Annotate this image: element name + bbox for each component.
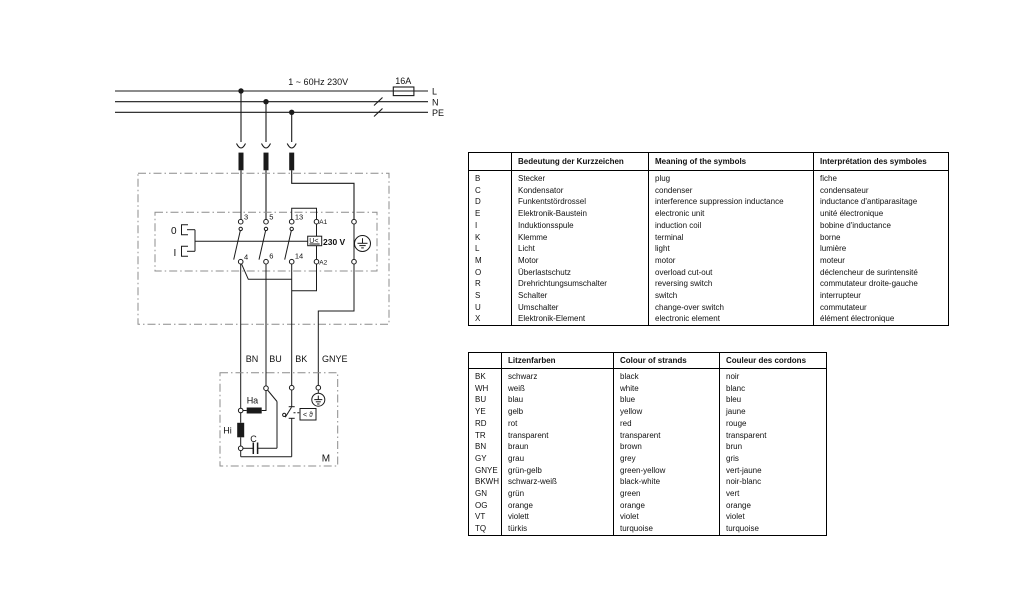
- plug-pin: [264, 153, 269, 171]
- uv-voltage: 230 V: [323, 237, 346, 247]
- table-row: [469, 208, 949, 220]
- table-cell: turquoise: [720, 523, 827, 535]
- table-cell: commutateur droite-gauche: [814, 278, 949, 290]
- table-cell: commutateur: [814, 302, 949, 314]
- table-cell: schwarz-weiß: [502, 476, 614, 488]
- contact-5: [264, 219, 269, 224]
- table-cell: Elektronik-Baustein: [512, 208, 649, 220]
- table-cell: braun: [502, 441, 614, 453]
- table-cell: Umschalter: [512, 302, 649, 314]
- plug-pin: [239, 153, 244, 171]
- table-cell: green-yellow: [614, 465, 720, 477]
- table-cell: noir-blanc: [720, 476, 827, 488]
- table-row: [469, 476, 827, 488]
- table-cell: gelb: [502, 406, 614, 418]
- table-row: [469, 369, 827, 383]
- table-row: [469, 465, 827, 477]
- table-header-cell: Bedeutung der Kurzzeichen: [512, 153, 649, 171]
- table-row: [469, 394, 827, 406]
- table-cell: GY: [475, 453, 487, 463]
- uv-symbol: U<: [309, 238, 319, 246]
- wire-label-bu: BU: [269, 354, 282, 364]
- capacitor-label: C: [250, 434, 257, 444]
- table-cell: Kondensator: [512, 185, 649, 197]
- table-cell: white: [614, 383, 720, 395]
- table-cell: déclencheur de surintensité: [814, 267, 949, 279]
- lever-pivot: [239, 227, 242, 230]
- contact-3: [238, 219, 243, 224]
- table-cell: Drehrichtungsumschalter: [512, 278, 649, 290]
- table-cell: TQ: [475, 524, 487, 534]
- table-cell: orange: [614, 500, 720, 512]
- table-cell: violet: [614, 511, 720, 523]
- table-cell: L: [475, 244, 480, 254]
- table-row: [469, 290, 949, 302]
- table-row: [469, 232, 949, 244]
- thermal-label: < ϑ: [303, 411, 313, 419]
- bn-junction-bottom: [238, 446, 243, 451]
- table-cell: Induktionsspule: [512, 220, 649, 232]
- table-row: [469, 243, 949, 255]
- table-cell: terminal: [649, 232, 814, 244]
- table-cell: brun: [720, 441, 827, 453]
- a2-to-bk-wire: [292, 264, 317, 291]
- table-cell: weiß: [502, 383, 614, 395]
- table-cell: fiche: [814, 171, 949, 185]
- contact-a2: [314, 259, 319, 264]
- table-cell: inductance d'antiparasitage: [814, 196, 949, 208]
- table-cell: black-white: [614, 476, 720, 488]
- table-cell: vert: [720, 488, 827, 500]
- table-cell: blue: [614, 394, 720, 406]
- winding-label-ha: Ha: [246, 395, 259, 406]
- fuse-symbol: [393, 87, 414, 96]
- table-cell: Elektronik-Element: [512, 313, 649, 325]
- selector-label-off: 0: [171, 226, 177, 237]
- wiring-diagram: [0, 0, 460, 591]
- fuse-label: 16A: [395, 76, 412, 86]
- bridge-4-14: [242, 264, 292, 280]
- contact-6: [264, 259, 269, 264]
- table-cell: Stecker: [512, 171, 649, 185]
- table-cell: transparent: [502, 430, 614, 442]
- table-cell: change-over switch: [649, 302, 814, 314]
- switch-lever: [259, 231, 266, 260]
- table-cell: rot: [502, 418, 614, 430]
- table-row: [469, 278, 949, 290]
- table-header-cell: [469, 353, 502, 369]
- contact-label-3: 3: [244, 212, 249, 222]
- lever-pivot: [264, 227, 267, 230]
- supply-lines: [115, 87, 428, 117]
- table-cell: C: [475, 185, 481, 195]
- table-cell: S: [475, 291, 481, 301]
- bu-lever: [268, 390, 278, 402]
- wire-label-bn: BN: [245, 354, 259, 364]
- table-cell: Klemme: [512, 232, 649, 244]
- table-row: [469, 267, 949, 279]
- table-row: [469, 302, 949, 314]
- table-header-row: [469, 353, 827, 369]
- table-cell: noir: [720, 369, 827, 383]
- contact-13: [289, 219, 294, 224]
- table-row: [469, 196, 949, 208]
- socket-arc: [287, 144, 296, 149]
- earth-symbol: [312, 393, 325, 406]
- table-cell: orange: [720, 500, 827, 512]
- contact-label-a1: A1: [319, 219, 328, 226]
- table-cell: U: [475, 302, 481, 312]
- table-header-cell: Couleur des cordons: [720, 353, 827, 369]
- table-cell: E: [475, 209, 481, 219]
- contact-14: [289, 259, 294, 264]
- table-row: [469, 171, 949, 185]
- table-cell: condenser: [649, 185, 814, 197]
- table-cell: motor: [649, 255, 814, 267]
- table-cell: grün-gelb: [502, 465, 614, 477]
- table-cell: Überlastschutz: [512, 267, 649, 279]
- thermal-pivot: [283, 413, 286, 416]
- contact-label-5: 5: [269, 212, 274, 222]
- table-cell: plug: [649, 171, 814, 185]
- table-cell: green: [614, 488, 720, 500]
- line-label-l: L: [432, 86, 438, 97]
- table-row: [469, 255, 949, 267]
- table-cell: VT: [475, 512, 486, 522]
- table-cell: GN: [475, 489, 487, 499]
- table-cell: R: [475, 279, 481, 289]
- table-cell: electronic element: [649, 313, 814, 325]
- table-row: [469, 406, 827, 418]
- mains-plug-connectors: [237, 91, 355, 219]
- table-cell: borne: [814, 232, 949, 244]
- table-cell: transparent: [720, 430, 827, 442]
- socket-arc: [237, 144, 246, 149]
- table-cell: Schalter: [512, 290, 649, 302]
- motor-terminal-bu: [264, 386, 269, 391]
- table-header-row: [469, 153, 949, 171]
- table-cell: blanc: [720, 383, 827, 395]
- switch-lever: [285, 231, 292, 260]
- table-cell: bleu: [720, 394, 827, 406]
- table-row: [469, 430, 827, 442]
- table-cell: switch: [649, 290, 814, 302]
- table-row: [469, 185, 949, 197]
- switch-lever: [234, 231, 241, 260]
- table-cell: BKWH: [475, 477, 499, 487]
- table-cell: induction coil: [649, 220, 814, 232]
- table-cell: D: [475, 197, 481, 207]
- table-cell: overload cut-out: [649, 267, 814, 279]
- table-cell: BN: [475, 442, 487, 452]
- table-cell: O: [475, 267, 482, 277]
- table-cell: élément électronique: [814, 313, 949, 325]
- table-cell: yellow: [614, 406, 720, 418]
- table-header-cell: Interprétation des symboles: [814, 153, 949, 171]
- line-label-n: N: [432, 97, 439, 108]
- table-cell: electronic unit: [649, 208, 814, 220]
- contact-label-14: 14: [294, 251, 304, 261]
- table-cell: schwarz: [502, 369, 614, 383]
- table-cell: B: [475, 174, 481, 183]
- table-cell: brown: [614, 441, 720, 453]
- table-cell: BK: [475, 372, 486, 381]
- thermal-lever: [285, 407, 291, 417]
- earth-terminal-top: [352, 219, 357, 224]
- winding-label-hi: Hi: [223, 425, 232, 436]
- table-cell: condensateur: [814, 185, 949, 197]
- motor-terminal-gnye: [316, 385, 321, 390]
- table-cell: YE: [475, 407, 486, 417]
- table-cell: RD: [475, 418, 487, 428]
- table-cell: grün: [502, 488, 614, 500]
- earth-symbol: [355, 236, 371, 252]
- table-row: [469, 313, 949, 325]
- table-row: [469, 441, 827, 453]
- socket-arc: [262, 144, 271, 149]
- line-label-pe: PE: [432, 108, 445, 118]
- table-row: [469, 453, 827, 465]
- table-cell: TR: [475, 430, 486, 440]
- table-cell: K: [475, 232, 481, 242]
- table-header-cell: [469, 153, 512, 171]
- table-cell: violet: [720, 511, 827, 523]
- table-cell: Funkentstördrossel: [512, 196, 649, 208]
- table-cell: turquoise: [614, 523, 720, 535]
- bn-junction-top: [238, 408, 243, 413]
- winding-hi: [237, 423, 244, 438]
- lever-pivot: [290, 227, 293, 230]
- wire-label-gnye: GNYE: [322, 354, 348, 364]
- selector-label-on: I: [173, 248, 177, 259]
- table-cell: reversing switch: [649, 278, 814, 290]
- table-cell: light: [649, 243, 814, 255]
- motor-terminal-bk: [289, 385, 294, 390]
- contact-label-6: 6: [269, 251, 274, 261]
- wire-label-bk: BK: [295, 354, 308, 364]
- motor-label: M: [321, 453, 331, 465]
- table-cell: WH: [475, 383, 489, 393]
- table-row: [469, 418, 827, 430]
- table-header-cell: Colour of strands: [614, 353, 720, 369]
- table-cell: interference suppression inductance: [649, 196, 814, 208]
- table-cell: X: [475, 314, 481, 324]
- table-cell: violett: [502, 511, 614, 523]
- table-cell: orange: [502, 500, 614, 512]
- table-cell: transparent: [614, 430, 720, 442]
- contact-label-4: 4: [244, 252, 249, 262]
- table-cell: red: [614, 418, 720, 430]
- table-cell: türkis: [502, 523, 614, 535]
- table-cell: OG: [475, 500, 488, 510]
- table-cell: vert-jaune: [720, 465, 827, 477]
- table-cell: grau: [502, 453, 614, 465]
- table-header-cell: Meaning of the symbols: [649, 153, 814, 171]
- table-cell: Licht: [512, 243, 649, 255]
- earth-terminal-bottom: [352, 259, 357, 264]
- contact-label-13: 13: [294, 212, 304, 222]
- table-cell: I: [475, 220, 478, 230]
- table-row: [469, 383, 827, 395]
- motor-wires: [241, 264, 292, 408]
- contact-4: [238, 259, 243, 264]
- table-cell: GNYE: [475, 465, 498, 475]
- table-cell: bobine d'inductance: [814, 220, 949, 232]
- table-cell: black: [614, 369, 720, 383]
- strand-colour-table: [468, 352, 827, 536]
- contact-label-a2: A2: [319, 259, 328, 267]
- table-cell: grey: [614, 453, 720, 465]
- table-cell: jaune: [720, 406, 827, 418]
- table-cell: BU: [475, 395, 487, 405]
- table-cell: gris: [720, 453, 827, 465]
- supply-label: 1 ~ 60Hz 230V: [288, 77, 349, 87]
- table-row: [469, 488, 827, 500]
- table-cell: lumière: [814, 243, 949, 255]
- plug-pin: [289, 153, 294, 171]
- table-cell: M: [475, 255, 482, 265]
- table-cell: Motor: [512, 255, 649, 267]
- table-row: [469, 500, 827, 512]
- table-row: [469, 523, 827, 535]
- table-cell: rouge: [720, 418, 827, 430]
- contact-a1: [314, 219, 319, 224]
- table-row: [469, 220, 949, 232]
- table-cell: interrupteur: [814, 290, 949, 302]
- table-header-cell: Litzenfarben: [502, 353, 614, 369]
- table-cell: blau: [502, 394, 614, 406]
- table-cell: moteur: [814, 255, 949, 267]
- winding-ha: [247, 408, 262, 414]
- symbol-meaning-table: [468, 152, 949, 326]
- table-row: [469, 511, 827, 523]
- table-cell: unité électronique: [814, 208, 949, 220]
